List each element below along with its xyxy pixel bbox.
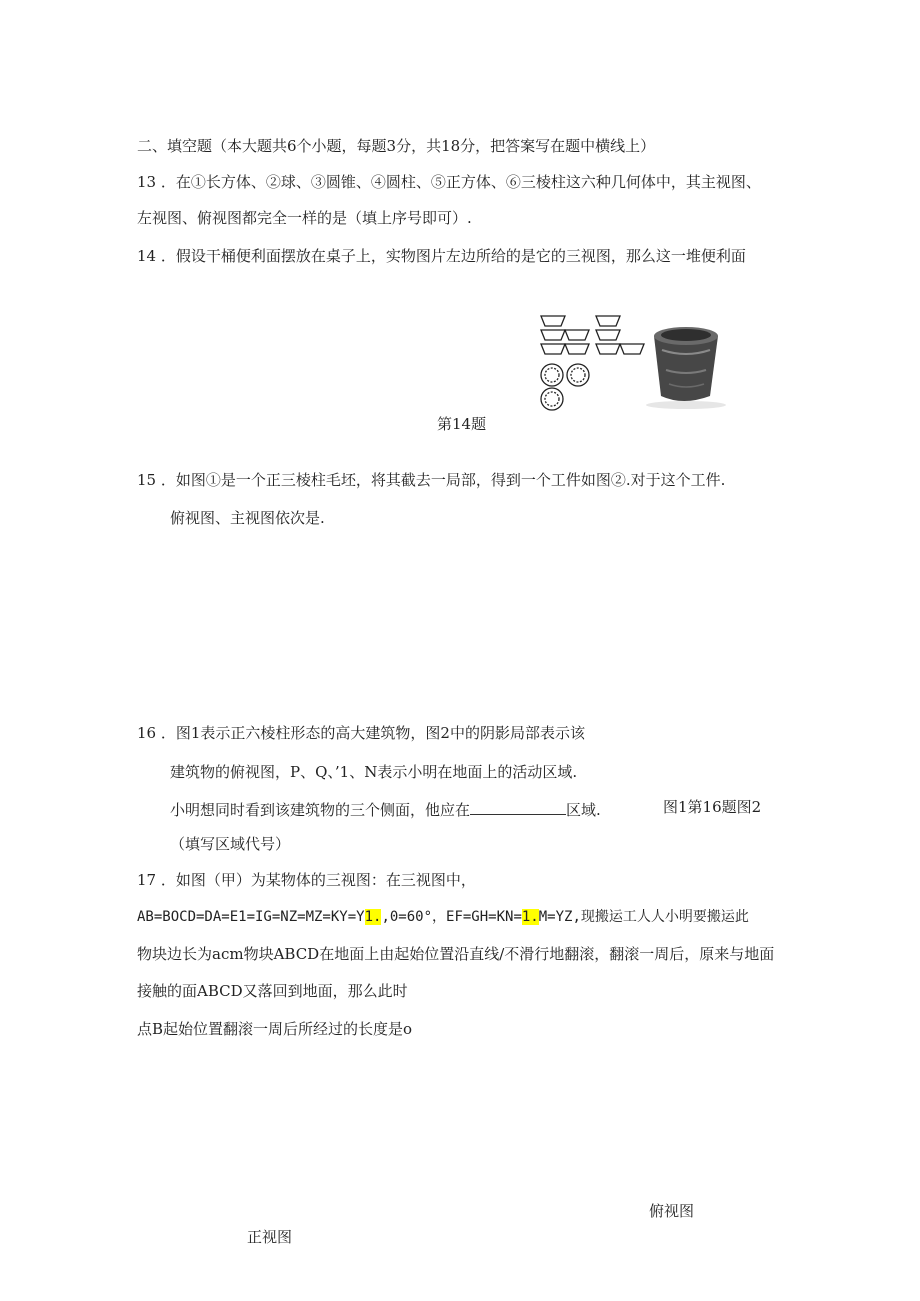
- q16-note: （填写区域代号）: [170, 835, 291, 853]
- q16-line3-text: 小明想同时看到该建筑物的三个侧面，他应在: [170, 801, 471, 819]
- q17-line2-part2: ,0=60°，EF=GH=KN=: [381, 909, 522, 925]
- q16-line1: 16 ．图1表示正六棱柱形态的高大建筑物，图2中的阴影局部表示该: [137, 724, 585, 742]
- section-heading: 二、填空题（本大题共6个小题，每题3分，共18分，把答案写在题中横线上）: [137, 137, 656, 155]
- q13-line1: 13 ．在①长方体、②球、③圆锥、④圆柱、⑤正方体、⑥三棱柱这六种几何体中，其主视图、: [137, 173, 761, 191]
- answer-blank: [470, 800, 566, 815]
- q15-line2: 俯视图、主视图依次是.: [170, 509, 325, 527]
- q17-line3: 物块边长为acm物块ABCD在地面上由起始位置沿直线/不滑行地翻滚，翻滚一周后，原来与地面: [137, 945, 775, 963]
- top-view-circles: [541, 364, 589, 410]
- front-view-cups: [541, 316, 589, 354]
- q17-line2-part1: AB=BOCD=DA=E1=IG=NZ=MZ=KY=Y: [137, 909, 365, 925]
- top-view-label: 俯视图: [649, 1202, 695, 1220]
- q16-figure-label: 图1第16题图2: [663, 798, 762, 816]
- q17-line1: 17 ．如图（甲）为某物体的三视图：在三视图中，: [137, 871, 476, 889]
- q15-line1: 15 ．如图①是一个正三棱柱毛坯，将其截去一局部，得到一个工件如图②.对于这个工件.: [137, 471, 726, 489]
- q13-line2: 左视图、俯视图都完全一样的是（填上序号即可）.: [137, 209, 472, 227]
- front-view-label: 正视图: [247, 1228, 293, 1246]
- q14-caption: 第14题: [437, 415, 487, 433]
- figure-14-three-views-and-photo: [536, 312, 766, 418]
- noodle-cups-photo: [646, 327, 726, 409]
- q14-line1: 14 ．假设干桶便利面摆放在桌子上，实物图片左边所给的是它的三视图，那么这一堆便利面: [137, 247, 746, 265]
- q17-line2-part3: M=YZ,现搬运工人人小明要搬运此: [538, 909, 749, 925]
- q16-line3: [170, 800, 601, 820]
- q17-line4: 接触的面ABCD又落回到地面，那么此时: [137, 982, 408, 1000]
- q16-line3-tail: 区域.: [566, 801, 601, 819]
- q16-line2: 建筑物的俯视图，P、Q、’1、N表示小明在地面上的活动区域.: [170, 763, 578, 781]
- highlight-mark: 1.: [364, 909, 382, 925]
- q17-line5: 点B起始位置翻滚一周后所经过的长度是o: [137, 1020, 413, 1038]
- q17-line2: [137, 907, 749, 927]
- highlight-mark: 1.: [521, 909, 539, 925]
- side-view-cups: [596, 316, 644, 354]
